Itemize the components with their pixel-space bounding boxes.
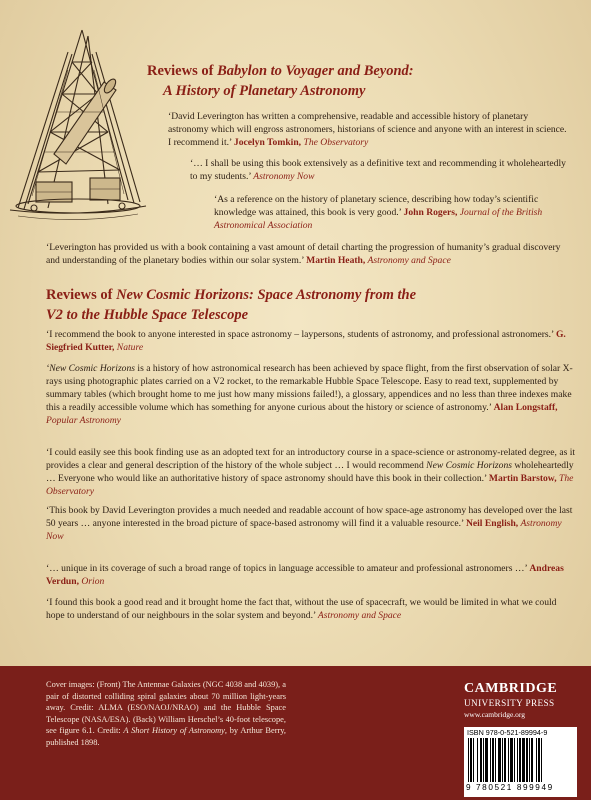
review-quote: ‘I recommend the book to anyone interested in space astronomy – laypersons, students of astronomy, and professional astronomers.’ G. Siegfried Kutter, Nature: [46, 329, 566, 353]
review-quote: ‘… I shall be using this book extensively as a definitive text and recommending it wholeheartedly to my students.’ Astronomy Now: [190, 158, 566, 182]
isbn-barcode: [464, 727, 577, 797]
section-2-heading: Reviews of New Cosmic Horizons: Space Astronomy from the: [46, 287, 417, 303]
publisher-url: www.cambridge.org: [464, 710, 526, 719]
review-quote: ‘Leverington has provided us with a book containing a vast amount of detail charting the progression of humanity’s gradual discovery and understanding of the planetary bodies within our solar system.’ Martin Heath, Astronomy and Space: [46, 242, 561, 266]
publisher-logo: [464, 681, 574, 720]
section-2-heading-line2: V2 to the Hubble Space Telescope: [46, 307, 249, 323]
section-1-heading-line2: A History of Planetary Astronomy: [163, 83, 366, 99]
barcode-digits: 9 780521 899949: [466, 783, 554, 792]
isbn-label: ISBN 978-0-521-89994-9: [467, 728, 548, 737]
review-quote: ‘I found this book a good read and it brought home the fact that, without the use of spacecraft, we would be limited in what we could hope to understand of our neighbours in the solar system and beyond.’ Astronomy and Space: [46, 597, 557, 621]
publisher-subtitle: UNIVERSITY PRESS: [464, 698, 555, 708]
review-quote: ‘… unique in its coverage of such a broad range of topics in language accessible to amateur and professional astronomers …’ Andreas Verdun, Orion: [46, 563, 564, 587]
review-quote: ‘This book by David Leverington provides a much needed and readable account of how space-age astronomy has developed over the last 50 years … anyone interested in the broad picture of space-based astronomy will find it a valuable resource.’ Neil English, Astronomy Now: [46, 505, 573, 542]
review-quote: ‘David Leverington has written a comprehensive, readable and accessible history of planetary astronomy which will engross astronomers, historians of science and anyone with an interest in science. I recommend it.’ Jocelyn Tomkin, The Observatory: [168, 111, 567, 148]
section-1-heading: Reviews of Babylon to Voyager and Beyond:: [147, 63, 414, 79]
cover-image-credits: Cover images: (Front) The Antennae Galaxies (NGC 4038 and 4039), a pair of distorted colliding spiral galaxies about 70 million light-years away. Credit: ALMA (ESO/NAOJ/NRAO) and the Hubble Space Telescope (NASA/ESA). (Back) William Herschel’s 40-foot telescope, see figure 6.1. Credit: A Short History of Astronomy, by Arthur Berry, published 1898.: [46, 680, 287, 747]
barcode-icon: [468, 738, 573, 782]
review-quote: ‘As a reference on the history of planetary science, describing how today’s scientific knowledge was attained, this book is very good.’ John Rogers, Journal of the British Astronomical Association: [214, 194, 543, 231]
review-quote: ‘New Cosmic Horizons is a history of how astronomical research has been achieved by space flight, from the first observation of solar X-rays using photographic plates carried on a V2 rocket, to the remarkable Hubble Space Telescope. Easy to read text, supplemented by summary tables (which brought home to me just how many missions failed!), a glossary, appendices and no less than three indexes make this a readily accessible volume which has something for anyone curious about the history or science of astronomy.’ Alan Longstaff, Popular Astronomy: [46, 363, 573, 426]
telescope-engraving-icon: [8, 22, 148, 227]
publisher-name: CAMBRIDGE: [464, 681, 558, 696]
footer-band: [0, 666, 591, 800]
review-quote: ‘I could easily see this book finding use as an adopted text for an introductory course in a space-science or astronomy-related degree, as it provides a clear and general description of the history of the whole subject … I would recommend New Cosmic Horizons wholeheartedly … Everyone who would like an authoritative history of space astronomy should have this book in their collection.’ Martin Barstow, The Observatory: [46, 447, 576, 497]
